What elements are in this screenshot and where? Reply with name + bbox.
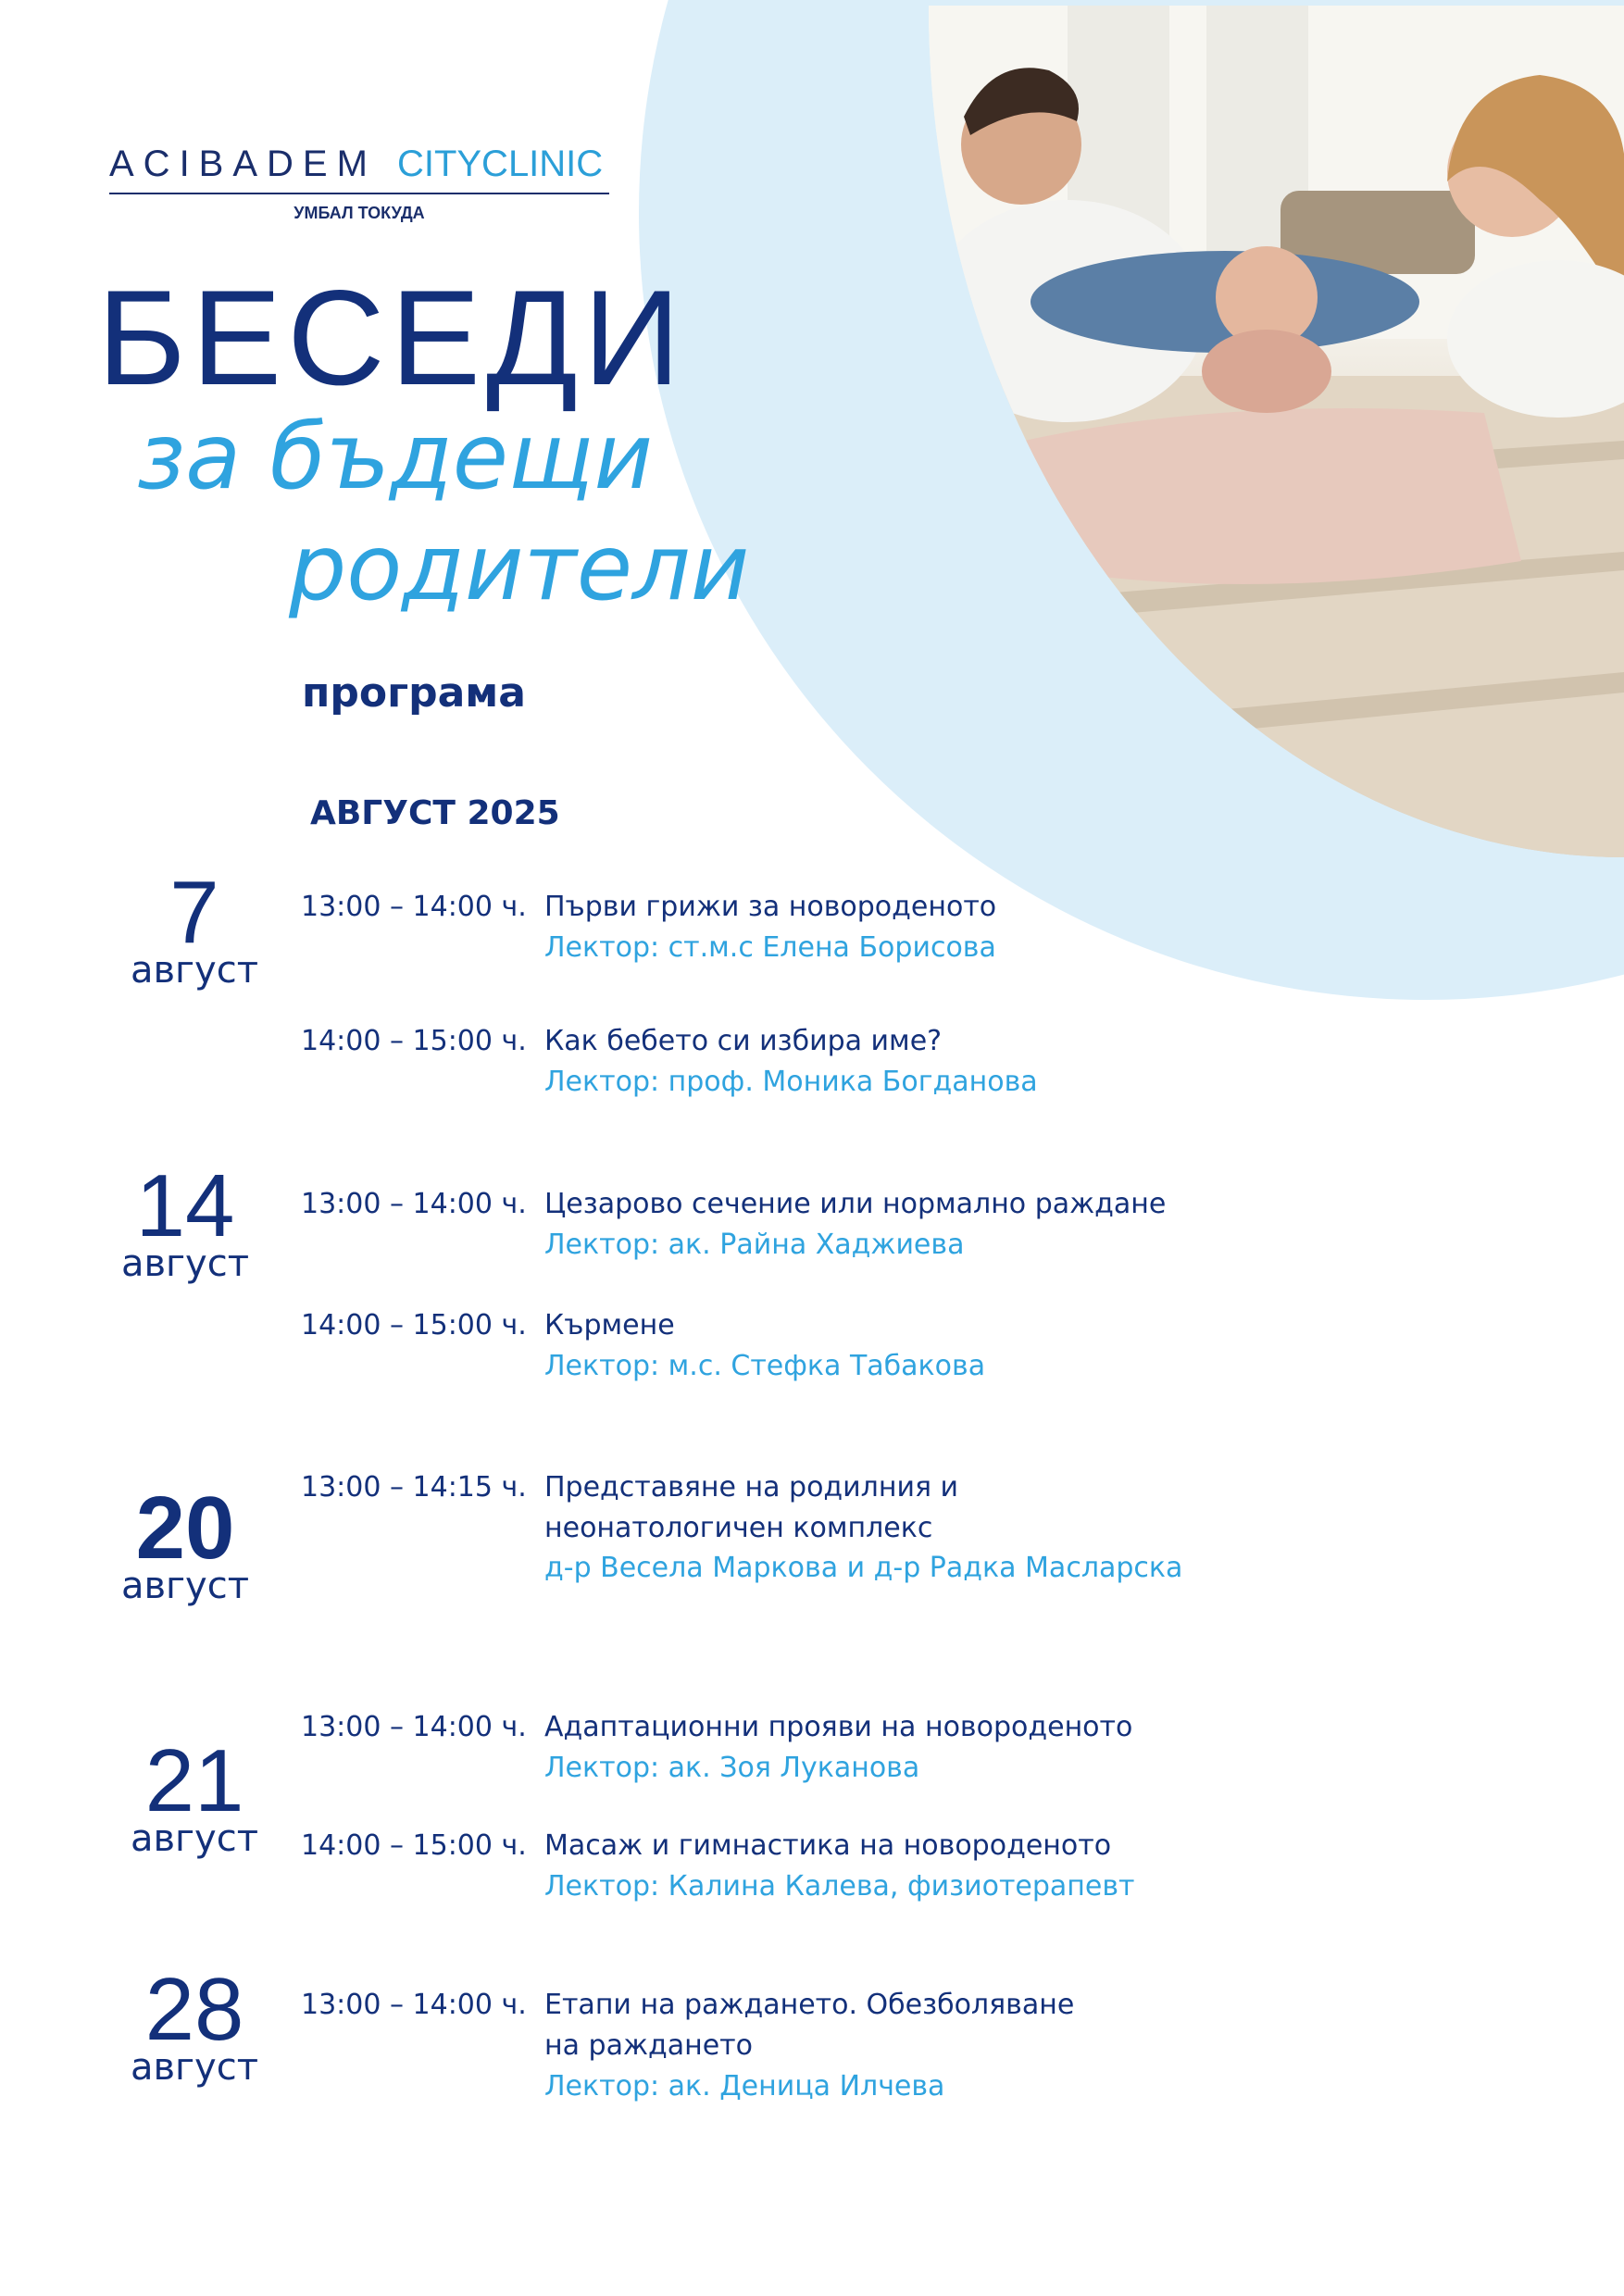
- page-title: БЕСЕДИ: [97, 262, 686, 413]
- session-topic: Кърмене: [544, 1309, 675, 1341]
- day-21-number: 21: [144, 1731, 244, 1830]
- subtitle-line-1: за бъдещи: [137, 405, 654, 510]
- logo-subtitle: УМБАЛ ТОКУДА: [294, 204, 425, 222]
- session-topic-continued: на раждането: [544, 2029, 754, 2062]
- day-14-word: август: [120, 1242, 250, 1285]
- month-label: АВГУСТ 2025: [310, 794, 560, 832]
- session-lector: Лектор: ак. Деница Илчева: [544, 2070, 945, 2103]
- logo-brand-cityclinic: CITYCLINIC: [396, 144, 604, 184]
- session-lector: Лектор: ак. Зоя Луканова: [544, 1752, 920, 1784]
- session-time: 13:00 – 14:00 ч.: [301, 1711, 527, 1743]
- session-time: 13:00 – 14:00 ч.: [301, 891, 527, 923]
- session-lector: д-р Весела Маркова и д-р Радка Масларска: [544, 1552, 1183, 1584]
- logo: [109, 144, 609, 223]
- logo-brand: ACIBADEM: [109, 144, 377, 184]
- logo-wordmark: [109, 144, 609, 185]
- session-time: 14:00 – 15:00 ч.: [301, 1829, 527, 1862]
- session-lector: Лектор: Калина Калева, физиотерапевт: [544, 1870, 1135, 1903]
- day-14-number: 14: [135, 1156, 235, 1255]
- day-20-number: 20: [135, 1479, 235, 1578]
- session-time: 13:00 – 14:00 ч.: [301, 1188, 527, 1220]
- session-time: 13:00 – 14:15 ч.: [301, 1471, 527, 1504]
- session-topic: Първи грижи за новороденото: [544, 891, 997, 923]
- day-20-word: август: [120, 1565, 250, 1607]
- session-lector: Лектор: м.с. Стефка Табакова: [544, 1350, 986, 1382]
- day-28-number: 28: [144, 1960, 244, 2059]
- session-topic: Цезарово сечение или нормално раждане: [544, 1188, 1167, 1220]
- session-lector: Лектор: ст.м.с Елена Борисова: [544, 931, 996, 964]
- day-28-word: август: [130, 2046, 259, 2089]
- session-time: 14:00 – 15:00 ч.: [301, 1025, 527, 1057]
- session-time: 14:00 – 15:00 ч.: [301, 1309, 527, 1341]
- session-topic: Етапи на раждането. Обезболяване: [544, 1989, 1075, 2021]
- session-lector: Лектор: проф. Моника Богданова: [544, 1066, 1038, 1098]
- session-topic: Представяне на родилния и: [544, 1471, 959, 1504]
- day-7-word: август: [130, 949, 259, 992]
- session-lector: Лектор: ак. Райна Хаджиева: [544, 1229, 965, 1261]
- subtitle-line-2: родители: [289, 516, 750, 621]
- day-21-word: август: [130, 1817, 259, 1860]
- session-time: 13:00 – 14:00 ч.: [301, 1989, 527, 2021]
- session-topic: Адаптационни прояви на новороденото: [544, 1711, 1133, 1743]
- session-topic: Масаж и гимнастика на новороденото: [544, 1829, 1112, 1862]
- logo-divider: [109, 193, 609, 194]
- day-7-number: 7: [169, 863, 219, 962]
- session-topic: Как бебето си избира име?: [544, 1025, 943, 1057]
- program-label: програма: [302, 669, 526, 717]
- session-topic-continued: неонатологичен комплекс: [544, 1512, 933, 1544]
